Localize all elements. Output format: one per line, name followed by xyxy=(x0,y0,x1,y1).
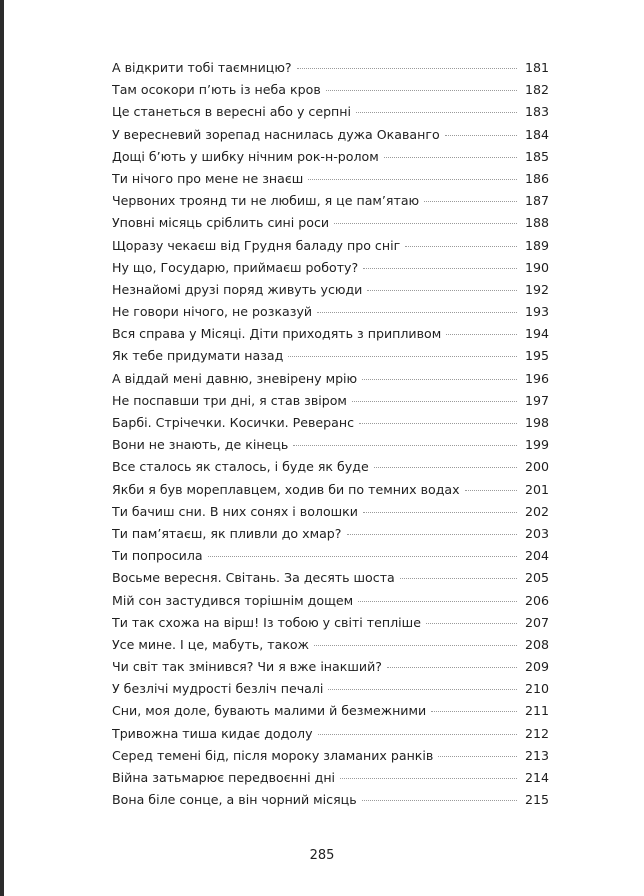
toc-entry-page: 183 xyxy=(524,104,549,120)
toc-entry-page: 190 xyxy=(524,259,549,275)
toc-entry xyxy=(112,301,549,323)
dot-leader xyxy=(363,268,517,269)
toc-entry xyxy=(112,323,549,345)
toc-entry xyxy=(112,368,549,390)
toc-entry-title: Ти нічого про мене не знаєш xyxy=(112,170,304,186)
toc-entry xyxy=(112,523,549,545)
toc-entry xyxy=(112,745,549,767)
toc-entry-page: 203 xyxy=(524,525,549,541)
toc-entry-page: 213 xyxy=(524,747,549,763)
toc-entry-title: Вся справа у Місяці. Діти приходять з припливом xyxy=(112,326,442,342)
toc-entry-page: 197 xyxy=(524,392,549,408)
toc-entry-page: 195 xyxy=(524,348,549,364)
dot-leader xyxy=(208,556,517,557)
toc-entry-page: 214 xyxy=(524,770,549,785)
dot-leader xyxy=(400,578,517,579)
dot-leader xyxy=(318,734,517,735)
dot-leader xyxy=(405,246,517,247)
toc-entry xyxy=(112,456,549,478)
toc-entry-page: 211 xyxy=(524,703,549,719)
toc-entry-page: 209 xyxy=(524,659,549,675)
dot-leader xyxy=(387,667,517,668)
dot-leader xyxy=(317,312,517,313)
toc-entry-page: 204 xyxy=(524,548,549,564)
toc-entry-title: А віддай мені давню, зневірену мрію xyxy=(112,370,358,386)
toc-entry-page: 184 xyxy=(524,126,549,142)
toc-entry xyxy=(112,124,549,146)
dot-leader xyxy=(362,379,517,380)
toc-entry-page: 199 xyxy=(524,437,549,453)
dot-leader xyxy=(384,157,517,158)
toc-entry-title: Ти пам’ятаєш, як пливли до хмар? xyxy=(112,525,342,541)
toc-entry xyxy=(112,79,549,101)
toc-entry-page: 196 xyxy=(524,370,549,386)
dot-leader xyxy=(308,179,517,180)
toc-entry xyxy=(112,590,549,612)
toc-entry xyxy=(112,612,549,634)
toc-entry xyxy=(112,767,549,789)
toc-entry-title: У вересневий зорепад наснилась дужа Окаванго xyxy=(112,126,440,142)
toc-entry-title: Війна затьмарює передвоєнні дні xyxy=(112,770,336,785)
toc-entry-page: 206 xyxy=(524,592,549,608)
toc-entry-title: Усе мине. І це, мабуть, також xyxy=(112,636,309,652)
dot-leader xyxy=(363,512,517,513)
toc-entry-title: Там осокори п’ють із неба кров xyxy=(112,82,321,98)
toc-entry xyxy=(112,479,549,501)
toc-entry-page: 212 xyxy=(524,725,549,741)
toc-entry xyxy=(112,412,549,434)
toc-entry xyxy=(112,168,549,190)
dot-leader xyxy=(334,223,517,224)
dot-leader xyxy=(359,423,517,424)
toc-entry-page: 181 xyxy=(524,60,549,75)
toc-entry-page: 198 xyxy=(524,415,549,430)
dot-leader xyxy=(367,290,517,291)
toc-entry-page: 207 xyxy=(524,614,549,630)
dot-leader xyxy=(288,356,517,357)
toc-entry xyxy=(112,279,549,301)
dot-leader xyxy=(424,201,517,202)
toc-entry xyxy=(112,656,549,678)
toc-entry-page: 200 xyxy=(524,459,549,475)
toc-entry-title: Мій сон застудився торішнім дощем xyxy=(112,592,354,608)
dot-leader xyxy=(431,711,517,712)
toc-entry-title: Червоних троянд ти не любиш, я це пам’ятаю xyxy=(112,193,420,209)
toc-entry-page: 205 xyxy=(524,570,549,586)
toc-entry-title: Незнайомі друзі поряд живуть усюди xyxy=(112,281,363,297)
toc-entry xyxy=(112,567,549,589)
toc-entry-title: Восьме вересня. Світань. За десять шоста xyxy=(112,570,395,586)
dot-leader xyxy=(358,601,517,602)
toc-entry xyxy=(112,501,549,523)
page-number: 285 xyxy=(309,848,335,863)
toc-entry-title: Дощі б’ють у шибку нічним рок-н-ролом xyxy=(112,148,379,164)
toc-entry-title: Все сталось як сталось, і буде як буде xyxy=(112,459,369,475)
toc-entry-title: Уповні місяць сріблить сині роси xyxy=(112,215,330,231)
toc-entry-title: У безлічі мудрості безліч печалі xyxy=(112,681,324,697)
toc-entry-title: Ти так схожа на вірш! Із тобою у світі тепліше xyxy=(112,614,421,630)
toc-entry xyxy=(112,57,549,79)
dot-leader xyxy=(356,112,517,113)
toc-entry-page: 210 xyxy=(524,681,549,697)
dot-leader xyxy=(326,90,517,91)
dot-leader xyxy=(446,334,517,335)
dot-leader xyxy=(352,401,517,402)
toc-entry-title: Вона біле сонце, а він чорний місяць xyxy=(112,792,357,808)
dot-leader xyxy=(438,756,517,757)
dot-leader xyxy=(445,135,517,136)
toc-entry xyxy=(112,634,549,656)
toc-entry-title: А відкрити тобі таємницю? xyxy=(112,60,292,75)
toc-entry xyxy=(112,257,549,279)
toc-entry xyxy=(112,789,549,811)
toc-entry-page: 201 xyxy=(524,481,549,497)
page-edge-rule xyxy=(0,0,4,896)
toc-entry xyxy=(112,146,549,168)
dot-leader xyxy=(426,623,517,624)
toc-entry xyxy=(112,545,549,567)
toc-entry xyxy=(112,212,549,234)
toc-entry-page: 188 xyxy=(524,215,549,231)
toc-entry-title: Якби я був мореплавцем, ходив би по темних водах xyxy=(112,481,460,497)
toc-entry xyxy=(112,101,549,123)
toc-entry-title: Сни, моя доле, бувають малими й безмежними xyxy=(112,703,427,719)
toc-entry-title: Не говори нічого, не розказуй xyxy=(112,304,313,320)
toc-entry xyxy=(112,345,549,367)
toc-entry-page: 185 xyxy=(524,148,549,164)
toc-entry-title: Тривожна тиша кидає додолу xyxy=(112,725,313,741)
toc-entry-title: Ти бачиш сни. В них сонях і волошки xyxy=(112,503,358,519)
toc-entry xyxy=(112,723,549,745)
toc-entry-title: Як тебе придумати назад xyxy=(112,348,284,364)
dot-leader xyxy=(293,445,517,446)
toc-entry-title: Вони не знають, де кінець xyxy=(112,437,289,453)
dot-leader xyxy=(347,534,518,535)
toc-entry-page: 182 xyxy=(524,82,549,98)
toc-entry-title: Ти попросила xyxy=(112,548,203,564)
toc-entry xyxy=(112,235,549,257)
toc-entry xyxy=(112,700,549,722)
dot-leader xyxy=(362,800,517,801)
toc-entry-page: 186 xyxy=(524,170,549,186)
toc-entry-page: 193 xyxy=(524,304,549,320)
toc-entry-page: 189 xyxy=(524,237,549,253)
dot-leader xyxy=(374,467,517,468)
toc-entry-page: 215 xyxy=(524,792,549,808)
toc-entry-page: 187 xyxy=(524,193,549,209)
toc-entry-title: Барбі. Стрічечки. Косички. Реверанс xyxy=(112,415,355,430)
dot-leader xyxy=(328,689,517,690)
toc-entry-title: Не поспавши три дні, я став звіром xyxy=(112,392,347,408)
toc-entry-page: 208 xyxy=(524,636,549,652)
toc-entry-page: 192 xyxy=(524,281,549,297)
dot-leader xyxy=(340,778,517,779)
toc-entry xyxy=(112,434,549,456)
dot-leader xyxy=(314,645,517,646)
toc-entry xyxy=(112,190,549,212)
toc-entry-title: Щоразу чекаєш від Грудня баладу про сніг xyxy=(112,237,401,253)
toc-entry-page: 194 xyxy=(524,326,549,342)
toc-entry-title: Це станеться в вересні або у серпні xyxy=(112,104,352,120)
toc-entry-title: Серед темені бід, після мороку зламаних ранків xyxy=(112,747,434,763)
toc-entry xyxy=(112,678,549,700)
dot-leader xyxy=(297,68,517,69)
table-of-contents xyxy=(112,57,549,811)
toc-entry xyxy=(112,390,549,412)
toc-entry-page: 202 xyxy=(524,503,549,519)
toc-entry-title: Ну що, Государю, приймаєш роботу? xyxy=(112,259,359,275)
dot-leader xyxy=(465,490,517,491)
toc-entry-title: Чи світ так змінився? Чи я вже інакший? xyxy=(112,659,382,675)
